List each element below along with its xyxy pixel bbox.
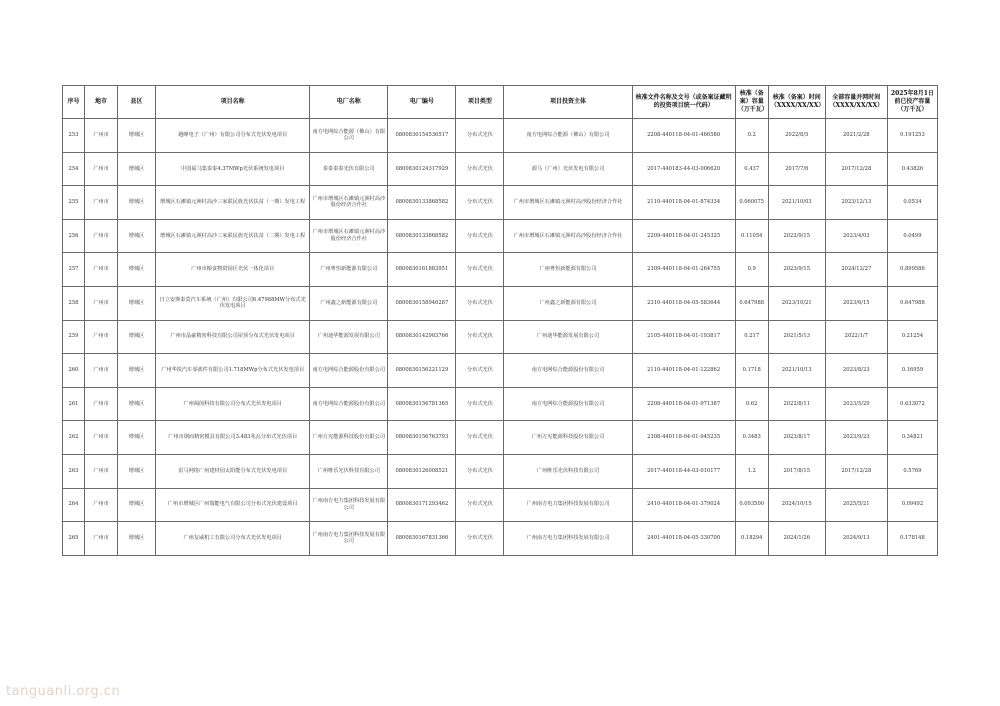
cell-plant-id: 0800830126008521 xyxy=(388,454,456,488)
cell-capacity: 0.217 xyxy=(735,320,768,354)
cell-type: 分布式光伏 xyxy=(456,421,504,455)
cell-produced: 0.899586 xyxy=(887,253,937,287)
cell-investor: 源马（广州）光伏发电有限公司 xyxy=(504,152,632,186)
cell-approval: 2209-440118-04-01-245325 xyxy=(632,219,735,253)
cell-approval: 2208-440118-04-01-971387 xyxy=(632,387,735,421)
cell-city: 广州市 xyxy=(85,421,118,455)
cell-plant: 广州迪华能源发展有限公司 xyxy=(310,320,388,354)
cell-capacity: 0.437 xyxy=(735,152,768,186)
cell-capacity: 1.2 xyxy=(735,454,768,488)
cell-plant-id: 0800830158946287 xyxy=(388,286,456,320)
header-grid-date: 全部容量并网时间（XXXX/XX/XX） xyxy=(825,86,887,119)
cell-no: 259 xyxy=(63,320,85,354)
cell-plant: 泰泰泰泰光伏有限公司 xyxy=(310,152,388,186)
cell-grid-date: 2023/5/29 xyxy=(825,387,887,421)
cell-plant: 广州市增城区石滩镇元洲村高沙股份经济合作社 xyxy=(310,219,388,253)
cell-approval-date: 2023/8/17 xyxy=(768,421,825,455)
cell-plant-id: 0800830161883951 xyxy=(388,253,456,287)
cell-grid-date: 2022/1/7 xyxy=(825,320,887,354)
table-row xyxy=(63,354,938,388)
cell-produced: 0.647988 xyxy=(887,286,937,320)
cell-plant-id: 0800830133868582 xyxy=(388,186,456,220)
cell-approval: 2310-440118-04-05-583644 xyxy=(632,286,735,320)
cell-plant: 广州南方电力集团科技发展有限公司 xyxy=(310,522,388,556)
cell-capacity: 0.9 xyxy=(735,253,768,287)
cell-type: 分布式光伏 xyxy=(456,488,504,522)
cell-approval: 2017-440183-44-03-006620 xyxy=(632,152,735,186)
cell-grid-date: 2017/12/28 xyxy=(825,152,887,186)
table-row xyxy=(63,522,938,556)
header-approval-date: 核准（备案）时间（XXXX/XX/XX） xyxy=(768,86,825,119)
cell-city: 广州市 xyxy=(85,320,118,354)
cell-produced: 0.178148 xyxy=(887,522,937,556)
cell-district: 增城区 xyxy=(118,354,156,388)
cell-approval-date: 2022/8/5 xyxy=(768,119,825,153)
header-type: 项目类型 xyxy=(456,86,504,119)
cell-type: 分布式光伏 xyxy=(456,354,504,388)
cell-no: 264 xyxy=(63,488,85,522)
cell-approval: 2105-440118-04-01-193817 xyxy=(632,320,735,354)
cell-approval: 2208-440118-04-01-466580 xyxy=(632,119,735,153)
cell-grid-date: 2023/8/23 xyxy=(825,354,887,388)
cell-investor: 南方电网综合能源股份有限公司 xyxy=(504,387,632,421)
cell-grid-date: 2017/12/28 xyxy=(825,454,887,488)
cell-district: 增城区 xyxy=(118,286,156,320)
cell-type: 分布式光伏 xyxy=(456,186,504,220)
cell-approval-date: 2021/10/03 xyxy=(768,186,825,220)
cell-produced: 0.21254 xyxy=(887,320,937,354)
cell-project: 越峰电子（广州）有限公司分布式光伏发电项目 xyxy=(156,119,310,153)
header-approval: 核准文件名称及文号（或备案证藏明的投资项目统一代码） xyxy=(632,86,735,119)
cell-capacity: 0.647988 xyxy=(735,286,768,320)
cell-approval: 2401-440118-04-05-330700 xyxy=(632,522,735,556)
cell-capacity: 0.3483 xyxy=(735,421,768,455)
cell-city: 广州市 xyxy=(85,253,118,287)
cell-plant: 南方电网综合能源（佛山）有限公司 xyxy=(310,119,388,153)
header-capacity: 核准（备案）容量（万千瓦） xyxy=(735,86,768,119)
cell-grid-date: 2023/6/15 xyxy=(825,286,887,320)
cell-approval-date: 2023/9/15 xyxy=(768,253,825,287)
cell-investor: 广州唯乐光伏科技有限公司 xyxy=(504,454,632,488)
cell-project: 增城区石滩镇元洲村高沙三家联民族光伏扶贫（二期）发电工程 xyxy=(156,219,310,253)
cell-no: 261 xyxy=(63,387,85,421)
table-row xyxy=(63,119,938,153)
cell-district: 增城区 xyxy=(118,522,156,556)
cell-plant-id: 0800830142903766 xyxy=(388,320,456,354)
table-row xyxy=(63,320,938,354)
cell-project: 中国福马集泰泰4.37MWp光伏系统发电项目 xyxy=(156,152,310,186)
table-header xyxy=(63,86,938,119)
cell-plant: 广州南方电力集团科技发展有限公司 xyxy=(310,488,388,522)
header-no: 序号 xyxy=(63,86,85,119)
cell-capacity: 0.62 xyxy=(735,387,768,421)
cell-district: 增城区 xyxy=(118,219,156,253)
cell-investor: 广州万宪能源科技股份有限公司 xyxy=(504,421,632,455)
cell-produced: 0.09492 xyxy=(887,488,937,522)
table-row xyxy=(63,387,938,421)
cell-grid-date: 2024/9/13 xyxy=(825,522,887,556)
cell-approval: 2309-440118-04-01-264755 xyxy=(632,253,735,287)
cell-investor: 广州粤恒新能源有限公司 xyxy=(504,253,632,287)
cell-plant-id: 0800830154536517 xyxy=(388,119,456,153)
cell-investor: 南方电网综合能源股份有限公司 xyxy=(504,354,632,388)
cell-approval-date: 2024/10/15 xyxy=(768,488,825,522)
cell-city: 广州市 xyxy=(85,286,118,320)
cell-plant: 广州唯乐光伏科技有限公司 xyxy=(310,454,388,488)
header-plant: 电厂名称 xyxy=(310,86,388,119)
header-plant-id: 电厂编号 xyxy=(388,86,456,119)
cell-no: 254 xyxy=(63,152,85,186)
cell-project: 雷马网络广州建材园太阳能分布式光伏发电项目 xyxy=(156,454,310,488)
cell-type: 分布式光伏 xyxy=(456,454,504,488)
cell-no: 257 xyxy=(63,253,85,287)
cell-plant-id: 0800830156763793 xyxy=(388,421,456,455)
table-row xyxy=(63,421,938,455)
cell-no: 256 xyxy=(63,219,85,253)
table-row xyxy=(63,454,938,488)
cell-investor: 广州南方电力集团科技发展有限公司 xyxy=(504,522,632,556)
project-table xyxy=(62,85,938,556)
cell-project: 广州市增城区广州瑞能电气有限公司分布式光伏建设项目 xyxy=(156,488,310,522)
cell-project: 广州阔茵科技有限公司分布式光伏发电项目 xyxy=(156,387,310,421)
cell-project: 广州市粮食物资园区光伏一体化项目 xyxy=(156,253,310,287)
cell-produced: 0.633072 xyxy=(887,387,937,421)
cell-type: 分布式光伏 xyxy=(456,522,504,556)
cell-investor: 广州鑫之新能源有限公司 xyxy=(504,286,632,320)
cell-type: 分布式光伏 xyxy=(456,253,504,287)
cell-plant: 南方电网综合能源股份有限公司 xyxy=(310,387,388,421)
cell-approval-date: 2024/1/26 xyxy=(768,522,825,556)
cell-district: 增城区 xyxy=(118,454,156,488)
cell-produced: 0.191253 xyxy=(887,119,937,153)
cell-plant: 南方电网综合能源股份有限公司 xyxy=(310,354,388,388)
cell-investor: 广州南方电力集团科技发展有限公司 xyxy=(504,488,632,522)
cell-city: 广州市 xyxy=(85,354,118,388)
cell-type: 分布式光伏 xyxy=(456,387,504,421)
cell-grid-date: 2024/12/27 xyxy=(825,253,887,287)
table-row xyxy=(63,152,938,186)
cell-approval: 2017-440118-44-03-010177 xyxy=(632,454,735,488)
header-produced: 2025年8月1日前已投产容量（万千瓦） xyxy=(887,86,937,119)
cell-produced: 0.34821 xyxy=(887,421,937,455)
cell-project: 广州友威机工有限公司分布式光伏发电项目 xyxy=(156,522,310,556)
cell-no: 262 xyxy=(63,421,85,455)
cell-plant-id: 0800830133868582 xyxy=(388,219,456,253)
cell-plant: 广州鑫之新能源有限公司 xyxy=(310,286,388,320)
cell-approval-date: 2022/8/11 xyxy=(768,387,825,421)
cell-city: 广州市 xyxy=(85,186,118,220)
table-row xyxy=(63,286,938,320)
cell-produced: 0.0499 xyxy=(887,219,937,253)
cell-investor: 广州市增城区石滩镇元洲村高沙股份经济合作社 xyxy=(504,219,632,253)
cell-capacity: 0.1718 xyxy=(735,354,768,388)
cell-capacity: 0.2 xyxy=(735,119,768,153)
cell-type: 分布式光伏 xyxy=(456,286,504,320)
cell-project: 日立安斯泰莫汽车系统（广州）有限公司6.47988MW分布式光伏发电项目 xyxy=(156,286,310,320)
cell-city: 广州市 xyxy=(85,119,118,153)
cell-produced: 0.16959 xyxy=(887,354,937,388)
cell-plant: 广州粤恒新能源有限公司 xyxy=(310,253,388,287)
cell-capacity: 0.18294 xyxy=(735,522,768,556)
cell-grid-date: 2025/5/21 xyxy=(825,488,887,522)
header-city: 地市 xyxy=(85,86,118,119)
cell-approval-date: 2021/10/13 xyxy=(768,354,825,388)
cell-district: 增城区 xyxy=(118,119,156,153)
cell-capacity: 0.11054 xyxy=(735,219,768,253)
cell-no: 255 xyxy=(63,186,85,220)
cell-plant-id: 0800830171293462 xyxy=(388,488,456,522)
cell-investor: 南方电网综合能源（佛山）有限公司 xyxy=(504,119,632,153)
table-body xyxy=(63,119,938,556)
cell-approval: 2110-440118-04-01-122862 xyxy=(632,354,735,388)
cell-no: 260 xyxy=(63,354,85,388)
cell-grid-date: 2023/9/23 xyxy=(825,421,887,455)
watermark: tanguanli.org.cn xyxy=(6,684,121,699)
cell-district: 增城区 xyxy=(118,320,156,354)
cell-capacity: 0.093500 xyxy=(735,488,768,522)
cell-district: 增城区 xyxy=(118,152,156,186)
cell-no: 263 xyxy=(63,454,85,488)
cell-type: 分布式光伏 xyxy=(456,152,504,186)
table-row xyxy=(63,253,938,287)
cell-district: 增城区 xyxy=(118,387,156,421)
table-row xyxy=(63,488,938,522)
header-project: 项目名称 xyxy=(156,86,310,119)
cell-project: 增城区石滩镇元洲村高沙三家联民族光伏扶贫（一期）发电工程 xyxy=(156,186,310,220)
cell-district: 增城区 xyxy=(118,488,156,522)
cell-approval: 2110-440118-04-01-874334 xyxy=(632,186,735,220)
cell-type: 分布式光伏 xyxy=(456,219,504,253)
cell-type: 分布式光伏 xyxy=(456,320,504,354)
cell-project: 广州市晶豪精密科技有限公司屋顶分布式光伏发电项目 xyxy=(156,320,310,354)
cell-city: 广州市 xyxy=(85,219,118,253)
cell-plant-id: 0800830124317929 xyxy=(388,152,456,186)
cell-grid-date: 2023/4/03 xyxy=(825,219,887,253)
cell-approval: 2410-440118-04-01-379024 xyxy=(632,488,735,522)
cell-plant-id: 0800830156781365 xyxy=(388,387,456,421)
table-row xyxy=(63,219,938,253)
cell-no: 253 xyxy=(63,119,85,153)
header-row xyxy=(63,86,938,119)
cell-approval-date: 2021/5/13 xyxy=(768,320,825,354)
cell-city: 广州市 xyxy=(85,522,118,556)
cell-type: 分布式光伏 xyxy=(456,119,504,153)
cell-investor: 广州迪华能源发展有限公司 xyxy=(504,320,632,354)
cell-city: 广州市 xyxy=(85,454,118,488)
cell-approval-date: 2022/9/15 xyxy=(768,219,825,253)
cell-plant: 广州市增城区石滩镇元洲村高沙股份经济合作社 xyxy=(310,186,388,220)
cell-plant-id: 0800830167831366 xyxy=(388,522,456,556)
cell-approval: 2308-440118-04-01-945235 xyxy=(632,421,735,455)
table-row xyxy=(63,186,938,220)
cell-district: 增城区 xyxy=(118,421,156,455)
header-district: 县区 xyxy=(118,86,156,119)
cell-project: 广州华锐汽车零部件有限公司1.718MWp分布式光伏发电项目 xyxy=(156,354,310,388)
cell-capacity: 0.060075 xyxy=(735,186,768,220)
cell-approval-date: 2023/10/21 xyxy=(768,286,825,320)
cell-district: 增城区 xyxy=(118,186,156,220)
cell-project: 广州市钢而精密模具有限公司3.483兆瓦分布式光伏项目 xyxy=(156,421,310,455)
cell-produced: 0.43826 xyxy=(887,152,937,186)
cell-city: 广州市 xyxy=(85,488,118,522)
cell-produced: 0.5769 xyxy=(887,454,937,488)
cell-city: 广州市 xyxy=(85,152,118,186)
cell-grid-date: 2021/2/28 xyxy=(825,119,887,153)
cell-plant: 广州万宪能源科技股份有限公司 xyxy=(310,421,388,455)
cell-approval-date: 2017/8/15 xyxy=(768,454,825,488)
cell-district: 增城区 xyxy=(118,253,156,287)
cell-no: 258 xyxy=(63,286,85,320)
cell-city: 广州市 xyxy=(85,387,118,421)
header-investor: 项目投资主体 xyxy=(504,86,632,119)
cell-grid-date: 2023/12/13 xyxy=(825,186,887,220)
cell-produced: 0.0534 xyxy=(887,186,937,220)
cell-no: 265 xyxy=(63,522,85,556)
cell-approval-date: 2017/7/6 xyxy=(768,152,825,186)
cell-plant-id: 0800830156221129 xyxy=(388,354,456,388)
cell-investor: 广州市增城区石滩镇元洲村高沙股份经济合作社 xyxy=(504,186,632,220)
